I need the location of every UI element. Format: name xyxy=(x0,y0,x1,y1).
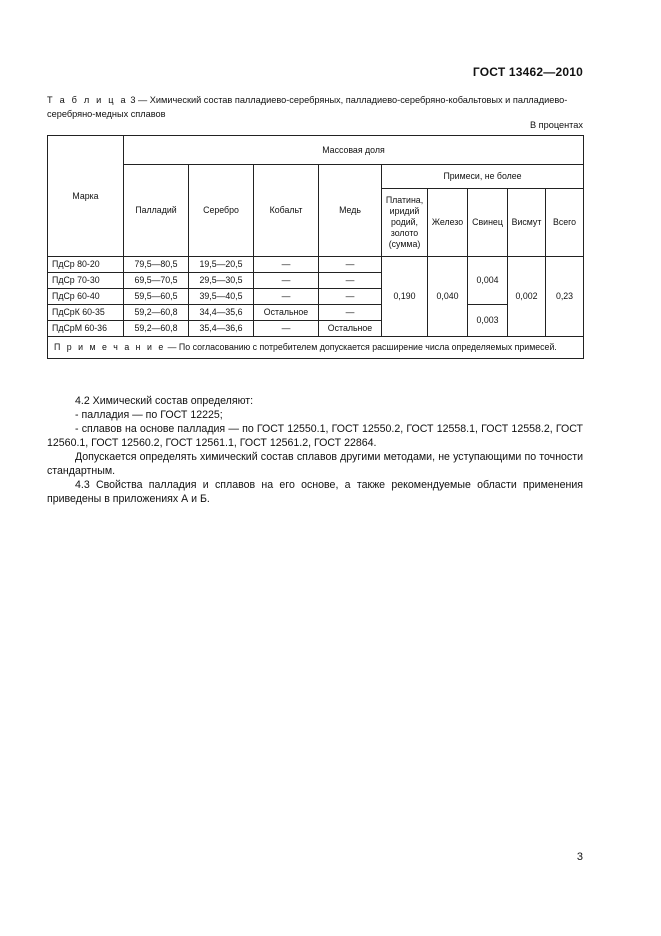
note-text: — По согласованию с потребителем допускается расширение числа определяемых примесей. xyxy=(167,342,557,352)
cell-silver: 39,5—40,5 xyxy=(189,289,254,305)
cell-bismuth: 0,002 xyxy=(508,257,546,337)
cell-pt-group: 0,190 xyxy=(382,257,428,337)
cell-silver: 35,4—36,6 xyxy=(189,321,254,337)
header-impurities: Примеси, не более xyxy=(382,165,584,189)
header-iron: Железо xyxy=(428,189,468,257)
header-cobalt: Кобальт xyxy=(254,165,319,257)
cell-silver: 19,5—20,5 xyxy=(189,257,254,273)
paragraph-alloys-methods: - сплавов на основе палладия — по ГОСТ 12550.1, ГОСТ 12550.2, ГОСТ 12558.1, ГОСТ 12558.2, ГОСТ 12560.1, ГОСТ 12560.2, ГОСТ 12561.1, ГОСТ 12561.2, ГОСТ 22864. xyxy=(47,423,583,449)
table-number: 3 xyxy=(130,95,136,105)
cell-cobalt: Остальное xyxy=(254,305,319,321)
cell-total: 0,23 xyxy=(546,257,584,337)
paragraph-4-2: 4.2 Химический состав определяют: xyxy=(75,395,254,407)
table-note xyxy=(48,337,584,359)
header-total: Всего xyxy=(546,189,584,257)
header-row-2 xyxy=(48,165,584,189)
header-copper: Медь xyxy=(319,165,382,257)
header-palladium: Палладий xyxy=(124,165,189,257)
cell-copper: — xyxy=(319,289,382,305)
cell-palladium: 59,2—60,8 xyxy=(124,305,189,321)
cell-copper: — xyxy=(319,273,382,289)
cell-grade: ПдСрК 60-35 xyxy=(48,305,124,321)
cell-lead-b: 0,003 xyxy=(468,305,508,337)
cell-palladium: 69,5—70,5 xyxy=(124,273,189,289)
table-label: Т а б л и ц а xyxy=(47,95,128,105)
cell-silver: 34,4—35,6 xyxy=(189,305,254,321)
cell-cobalt: — xyxy=(254,273,319,289)
cell-cobalt: — xyxy=(254,321,319,337)
note-row xyxy=(48,337,584,359)
cell-lead-a: 0,004 xyxy=(468,257,508,305)
header-silver: Серебро xyxy=(189,165,254,257)
cell-grade: ПдСрМ 60-36 xyxy=(48,321,124,337)
header-bismuth: Висмут xyxy=(508,189,546,257)
header-row-1 xyxy=(48,136,584,165)
header-pt-group: Платина, иридий родий, золото (сумма) xyxy=(382,189,428,257)
cell-silver: 29,5—30,5 xyxy=(189,273,254,289)
cell-copper: — xyxy=(319,305,382,321)
table-caption xyxy=(47,94,583,121)
table-units: В процентах xyxy=(529,120,583,130)
table-row xyxy=(48,257,584,273)
header-lead: Свинец xyxy=(468,189,508,257)
cell-palladium: 59,2—60,8 xyxy=(124,321,189,337)
cell-palladium: 79,5—80,5 xyxy=(124,257,189,273)
cell-iron: 0,040 xyxy=(428,257,468,337)
paragraph-4-3: 4.3 Свойства палладия и сплавов на его основе, а также рекомендуемые области применения приведены в приложениях А и Б. xyxy=(47,479,583,505)
cell-grade: ПдСр 60-40 xyxy=(48,289,124,305)
header-grade: Марка xyxy=(48,136,124,257)
paragraph-other-methods: Допускается определять химический состав сплавов другими методами, не уступающими по точности стандартным. xyxy=(47,451,583,477)
paragraph-palladium-method: - палладия — по ГОСТ 12225; xyxy=(75,409,223,421)
cell-copper: — xyxy=(319,257,382,273)
composition-table xyxy=(47,135,584,359)
body-text xyxy=(47,394,583,506)
header-mass-fraction: Массовая доля xyxy=(124,136,584,165)
cell-grade: ПдСр 70-30 xyxy=(48,273,124,289)
document-number: ГОСТ 13462—2010 xyxy=(472,65,583,79)
page-number: 3 xyxy=(576,851,583,863)
cell-palladium: 59,5—60,5 xyxy=(124,289,189,305)
cell-cobalt: — xyxy=(254,257,319,273)
cell-cobalt: — xyxy=(254,289,319,305)
cell-grade: ПдСр 80-20 xyxy=(48,257,124,273)
table-caption-text: — Химический состав палладиево-серебряных, палладиево-серебряно-кобальтовых и палладиево-серебряно-медных сплавов xyxy=(47,95,568,119)
table-row xyxy=(48,305,584,321)
note-label: П р и м е ч а н и е xyxy=(54,342,166,352)
cell-copper: Остальное xyxy=(319,321,382,337)
